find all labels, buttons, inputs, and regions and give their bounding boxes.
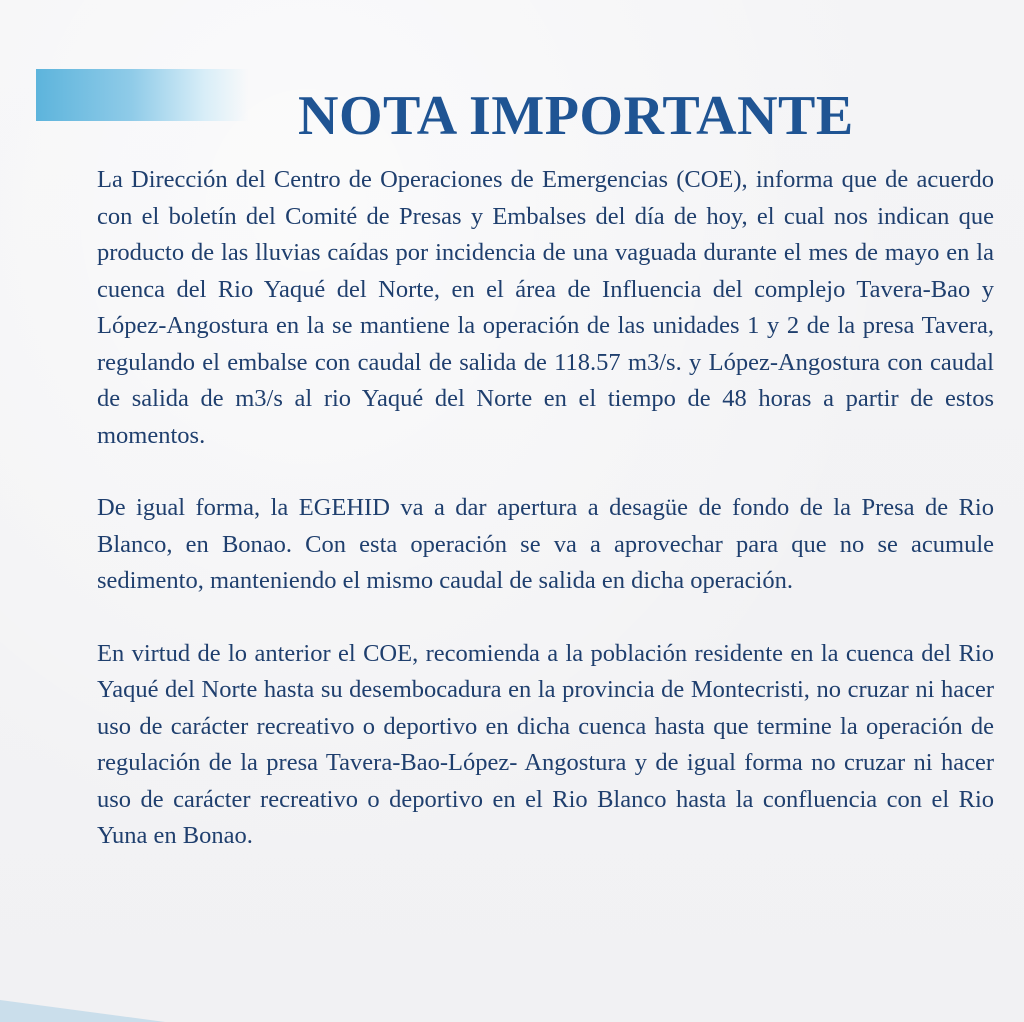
page-title: NOTA IMPORTANTE — [298, 85, 854, 147]
paragraph-coe-bulletin: La Dirección del Centro de Operaciones de Emergencias (COE), informa que de acuerdo con el boletín del Comité de Presas y Embalses del día de hoy, el cual nos indican que producto de las lluvias caídas por incidencia de una vaguada durante el mes de mayo en la cuenca del Rio Yaqué del Norte, en el área de Influencia del complejo Tavera-Bao y López-Angostura en la se mantiene la operación de las unidades 1 y 2 de la presa Tavera, regulando el embalse con caudal de salida de 118.57 m3/s. y López-Angostura con caudal de salida de m3/s al rio Yaqué del Norte en el tiempo de 48 horas a partir de estos momentos. — [97, 166, 994, 449]
paragraph-egehid-operation: De igual forma, la EGEHID va a dar apertura a desagüe de fondo de la Presa de Rio Blanco, en Bonao. Con esta operación se va a aprovechar para que no se acumule sedimento, manteniendo el mismo caudal de salida en dicha operación. — [97, 494, 994, 594]
paragraph-recommendation: En virtud de lo anterior el COE, recomienda a la población residente en la cuenca del Rio Yaqué del Norte hasta su desembocadura en la provincia de Montecristi, no cruzar ni hacer uso de carácter recreativo o deportivo en dicha cuenca hasta que termine la operación de regulación de la presa Tavera-Bao-López- Angostura y de igual forma no cruzar ni hacer uso de carácter recreativo o deportivo en el Rio Blanco hasta la confluencia con el Rio Yuna en Bonao. — [97, 639, 994, 849]
notice-body — [97, 162, 994, 891]
decorative-accent-bar — [36, 69, 248, 121]
decorative-corner-wedge — [0, 1000, 165, 1022]
